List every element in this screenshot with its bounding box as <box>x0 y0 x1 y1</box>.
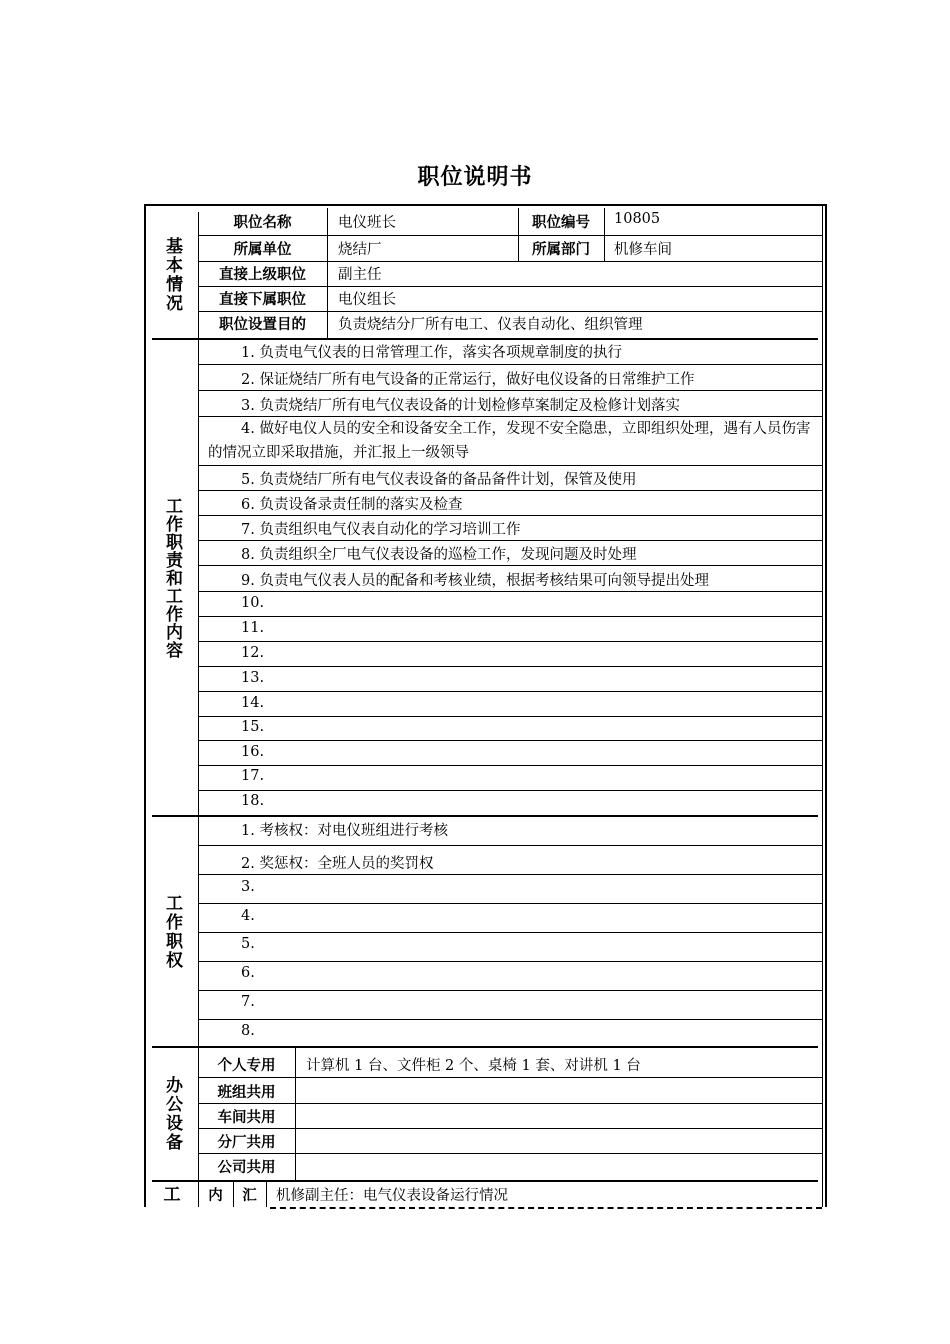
duty-item: 17. <box>241 768 265 784</box>
equipment-row-value: 计算机 1 台、文件柜 2 个、桌椅 1 套、对讲机 1 台 <box>306 1058 641 1074</box>
duty-item: 18. <box>241 793 265 809</box>
unit-value: 烧结厂 <box>338 242 382 258</box>
section-basic-info: 基本情况 <box>162 237 182 313</box>
equipment-row-label: 分厂共用 <box>217 1135 276 1151</box>
duty-item: 5. 负责烧结厂所有电气仪表设备的备品备件计划，保管及使用 <box>241 472 637 488</box>
duty-item: 9. 负责电气仪表人员的配备和考核业绩，根据考核结果可向领导提出处理 <box>241 573 709 589</box>
position-code-value: 10805 <box>614 211 661 227</box>
duty-item: 8. 负责组织全厂电气仪表设备的巡检工作，发现问题及时处理 <box>241 547 637 563</box>
duty-item: 2. 保证烧结厂所有电气设备的正常运行，做好电仪设备的日常维护工作 <box>241 372 695 388</box>
duty-item: 1. 负责电气仪表的日常管理工作，落实各项规章制度的执行 <box>241 345 622 361</box>
section-equipment: 办公设备 <box>162 1076 182 1152</box>
department-value: 机修车间 <box>614 242 672 258</box>
equipment-row-label: 班组共用 <box>217 1085 276 1101</box>
superior-value: 副主任 <box>338 267 382 283</box>
relations-col-report: 汇 <box>242 1188 257 1204</box>
duty-item: 10. <box>241 595 265 611</box>
purpose-value: 负责烧结分厂所有电工、仪表自动化、组织管理 <box>338 317 643 333</box>
position-name-value: 电仪班长 <box>338 215 396 231</box>
duty-item: 14. <box>241 695 265 711</box>
duty-item: 6. 负责设备录责任制的落实及检查 <box>241 497 463 513</box>
equipment-row-label: 个人专用 <box>217 1058 276 1074</box>
authority-item: 6. <box>241 965 255 981</box>
unit-label: 所属单位 <box>233 242 292 258</box>
position-code-label: 职位编号 <box>532 215 590 231</box>
equipment-row-label: 车间共用 <box>217 1110 276 1126</box>
authority-item: 4. <box>241 908 255 924</box>
duty-item: 15. <box>241 719 265 735</box>
authority-item: 8. <box>241 1023 255 1039</box>
duty-item: 16. <box>241 744 265 760</box>
purpose-label: 职位设置目的 <box>219 317 306 333</box>
position-name-label: 职位名称 <box>233 215 292 231</box>
department-label: 所属部门 <box>532 242 590 258</box>
subordinate-label: 直接下属职位 <box>219 292 306 308</box>
section-duties: 工作职责和工作内容 <box>162 496 182 659</box>
equipment-row-label: 公司共用 <box>217 1160 276 1176</box>
section-relations: 工 <box>163 1184 181 1205</box>
duty-item: 13. <box>241 670 265 686</box>
superior-label: 直接上级职位 <box>219 267 306 283</box>
duty-item: 3. 负责烧结厂所有电气仪表设备的计划检修草案制定及检修计划落实 <box>241 398 680 414</box>
subordinate-value: 电仪组长 <box>338 292 396 308</box>
authority-item: 7. <box>241 994 255 1010</box>
duty-item: 11. <box>241 620 265 636</box>
duty-item: 12. <box>241 645 265 661</box>
authority-item: 2. 奖惩权：全班人员的奖罚权 <box>241 856 434 872</box>
duty-item: 4. 做好电仪人员的安全和设备安全工作，发现不安全隐患，立即组织处理，遇有人员伤害的情况立即采取措施，并汇报上一级领导 <box>208 421 811 461</box>
page-title: 职位说明书 <box>417 165 533 190</box>
authority-item: 5. <box>241 936 255 952</box>
page-cut-line <box>270 1207 822 1209</box>
relations-value: 机修副主任：电气仪表设备运行情况 <box>276 1188 508 1204</box>
duty-item: 7. 负责组织电气仪表自动化的学习培训工作 <box>241 522 521 538</box>
section-authority: 工作职权 <box>162 893 182 970</box>
relations-col-internal: 内 <box>208 1188 223 1204</box>
authority-item: 3. <box>241 879 255 895</box>
authority-item: 1. 考核权：对电仪班组进行考核 <box>241 823 448 839</box>
